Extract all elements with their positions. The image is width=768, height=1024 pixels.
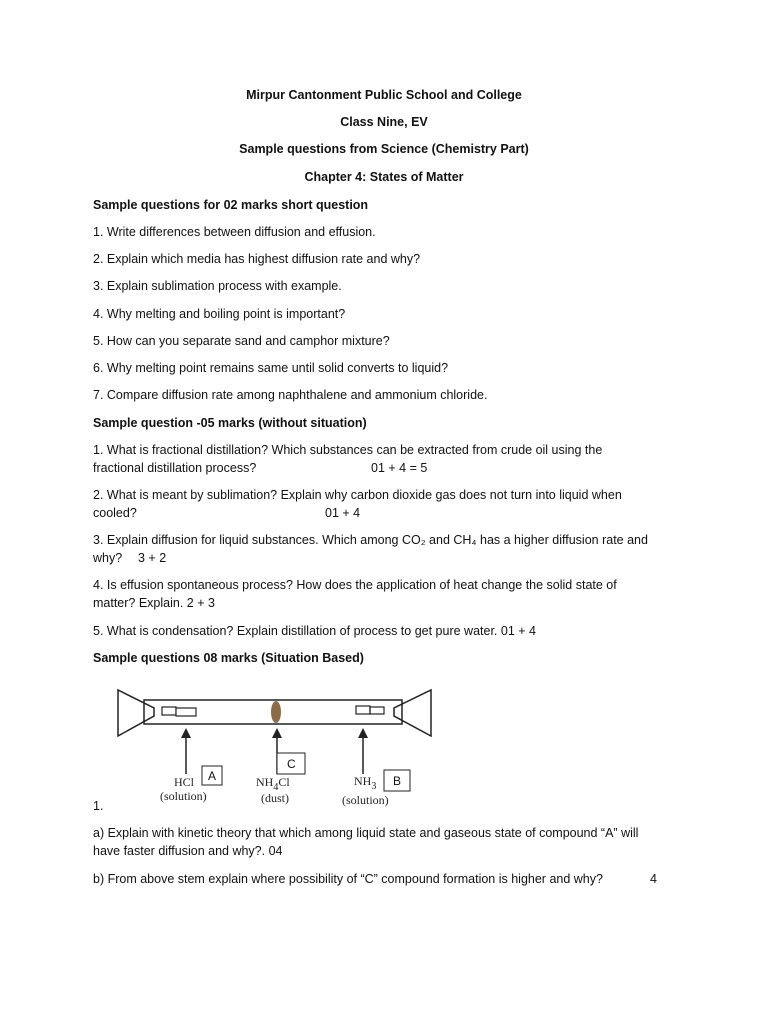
label-nh4cl-end: Cl — [278, 775, 290, 789]
left-plug — [162, 707, 176, 715]
short-question-3: 3. Explain sublimation process with example. — [93, 279, 342, 293]
short-section-title: Sample questions for 02 marks short question — [93, 198, 369, 212]
short-question-6: 6. Why melting point remains same until solid converts to liquid? — [93, 361, 449, 375]
eight-mark-qb-marks: 4 — [650, 872, 657, 886]
short-question-5: 5. How can you separate sand and camphor mixture? — [93, 334, 390, 348]
five-mark-q3-marks: 3 + 2 — [138, 551, 167, 565]
eight-mark-question-number: 1. — [93, 799, 104, 813]
eight-mark-section-title: Sample questions 08 marks (Situation Based) — [93, 651, 364, 665]
box-c-label: C — [287, 757, 296, 771]
label-hcl: HCl — [174, 775, 195, 789]
five-mark-q4-line1: 4. Is effusion spontaneous process? How does the application of heat change the solid state of — [93, 578, 617, 592]
label-nh3-solution: (solution) — [342, 793, 389, 807]
five-mark-q5: 5. What is condensation? Explain distillation of process to get pure water. 01 + 4 — [93, 624, 536, 638]
five-mark-section-title: Sample question -05 marks (without situation) — [93, 416, 367, 430]
five-mark-q1-marks: 01 + 4 = 5 — [371, 461, 428, 475]
five-mark-q4-line2: matter? Explain. 2 + 3 — [93, 596, 215, 610]
school-name: Mirpur Cantonment Public School and College — [246, 88, 522, 102]
label-nh4cl-dust: (dust) — [261, 791, 289, 805]
label-nh3 — [354, 774, 376, 792]
label-nh4cl-main: NH — [256, 775, 274, 789]
five-mark-q3-line1: 3. Explain diffusion for liquid substances. Which among CO₂ and CH₄ has a higher diffusion rate and — [93, 533, 648, 547]
arrow-left-head — [181, 728, 191, 738]
label-nh4cl-sub: 4 — [273, 782, 279, 793]
short-question-4: 4. Why melting and boiling point is important? — [93, 307, 346, 321]
eight-mark-qb: b) From above stem explain where possibility of “C” compound formation is higher and why? — [93, 872, 603, 886]
diffusion-tube-diagram — [114, 686, 439, 811]
label-nh3-main: NH — [354, 774, 372, 788]
box-a-label: A — [208, 769, 217, 783]
five-mark-q1-line2: fractional distillation process? — [93, 461, 257, 475]
five-mark-q2-line1: 2. What is meant by sublimation? Explain why carbon dioxide gas does not turn into liquid when — [93, 488, 622, 502]
five-mark-q1-line1: 1. What is fractional distillation? Which substances can be extracted from crude oil using the — [93, 443, 603, 457]
class-name: Class Nine, EV — [340, 115, 428, 129]
box-b-label: B — [393, 774, 402, 788]
left-plug-tip — [176, 708, 196, 716]
right-funnel — [394, 690, 431, 736]
label-hcl-solution: (solution) — [160, 789, 207, 803]
chapter-title: Chapter 4: States of Matter — [304, 170, 464, 184]
five-mark-q3-line2: why? — [93, 551, 123, 565]
nh4cl-ring — [271, 701, 281, 723]
subject-title: Sample questions from Science (Chemistry Part) — [239, 142, 529, 156]
arrow-right-head — [358, 728, 368, 738]
short-question-7: 7. Compare diffusion rate among naphthalene and ammonium chloride. — [93, 388, 488, 402]
label-nh3-sub: 3 — [371, 781, 377, 792]
five-mark-q2-line2: cooled? — [93, 506, 137, 520]
eight-mark-qa-line1: a) Explain with kinetic theory that which among liquid state and gaseous state of compound “A” will — [93, 826, 639, 840]
arrow-middle-head — [272, 728, 282, 738]
short-question-2: 2. Explain which media has highest diffusion rate and why? — [93, 252, 421, 266]
short-question-1: 1. Write differences between diffusion and effusion. — [93, 225, 376, 239]
right-plug — [370, 707, 384, 714]
right-plug-tip — [356, 706, 370, 714]
eight-mark-qa-line2: have faster diffusion and why?. 04 — [93, 844, 283, 858]
left-funnel — [118, 690, 154, 736]
five-mark-q2-marks: 01 + 4 — [325, 506, 361, 520]
